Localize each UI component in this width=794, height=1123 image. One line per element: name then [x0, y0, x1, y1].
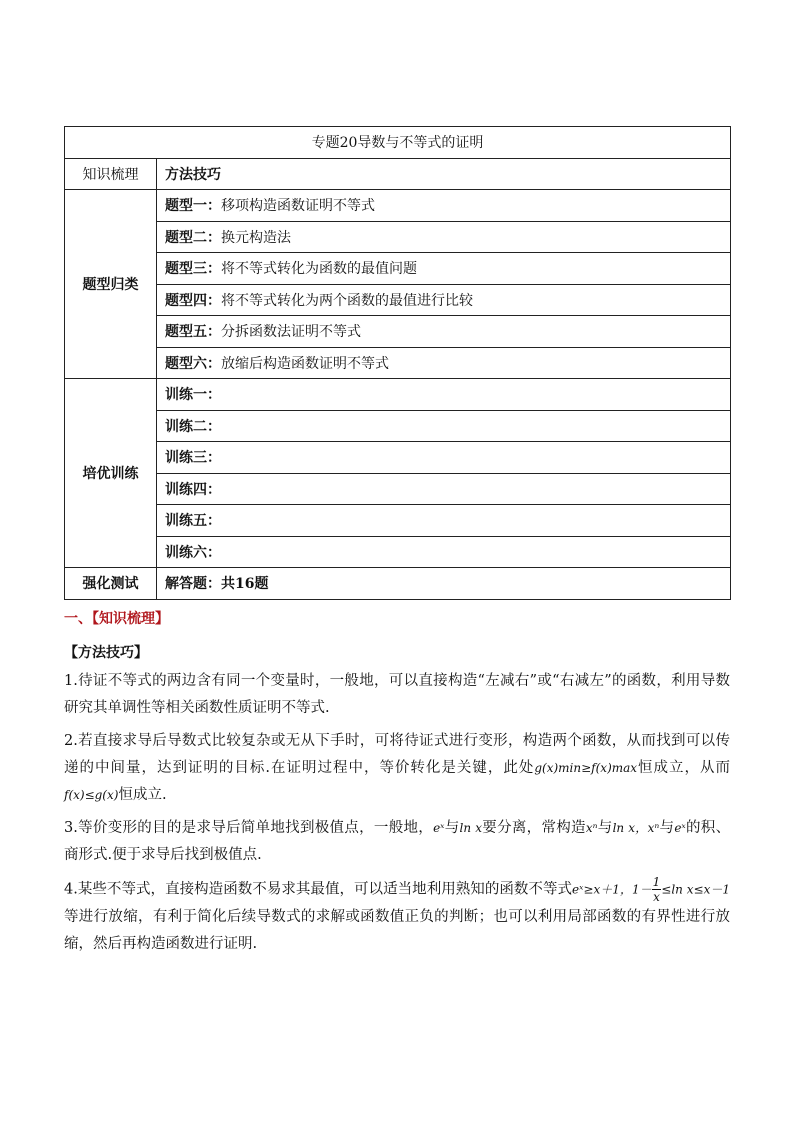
type-text: 移项构造函数证明不等式 [221, 198, 375, 215]
training-row: 训练五： [157, 505, 731, 537]
type-label: 题型一： [165, 198, 221, 215]
math-expression: xⁿ [585, 820, 598, 835]
fraction-numerator: 1 [652, 874, 661, 889]
math-expression: g(x)min≥f(x)max [534, 760, 638, 775]
text-run: 恒成立. [118, 786, 167, 803]
type-row [157, 316, 731, 348]
training-label: 培优训练 [65, 379, 157, 568]
math-expression: f(x)≤g(x) [64, 787, 119, 802]
sub-heading: 【方法技巧】 [64, 644, 148, 661]
paragraph-3 [64, 815, 730, 869]
text-run: 与 [444, 819, 460, 836]
math-expression: xⁿ [647, 820, 660, 835]
types-label: 题型归类 [65, 190, 157, 379]
text-run: 4.某些不等式，直接构造函数不易求其最值，可以适当地利用熟知的函数不等式 [64, 881, 573, 897]
text-run: 2.若直接求导后导数式比较复杂或无从下手时，可将待证式进行变形，构造两个函数，从而找到可以传递的中间量，达到证明的目标.在证明过程中，等价转化是关键，此处 [64, 732, 730, 776]
text-run: 的积、商形式.便于求导后找到极值点. [64, 819, 731, 863]
type-text: 分拆函数法证明不等式 [221, 324, 361, 341]
type-row [157, 253, 731, 285]
page [64, 126, 730, 958]
text-run: 等进行放缩，有利于简化后续导数式的求解或函数值正负的判断；也可以利用局部函数的有界性进行放缩，然后再构造函数进行证明. [64, 908, 730, 952]
paragraph-1: 1.待证不等式的两边含有同一个变量时，一般地，可以直接构造“左减右”或“右减左”的函数，利用导数研究其单调性等相关函数性质证明不等式. [64, 672, 730, 716]
table-title: 专题20导数与不等式的证明 [65, 127, 731, 159]
type-label: 题型二： [165, 229, 221, 246]
type-text: 将不等式转化为函数的最值问题 [221, 261, 417, 278]
training-row: 训练一： [157, 379, 731, 411]
type-text: 换元构造法 [221, 229, 291, 246]
test-label: 强化测试 [65, 568, 157, 600]
math-expression: ≤ln x≤x－1 [661, 882, 730, 896]
math-expression: eˣ≥x＋1，1－ [572, 882, 652, 896]
text-run: 与 [597, 819, 613, 836]
type-row [157, 347, 731, 379]
type-row [157, 221, 731, 253]
section-heading: 一、【知识梳理】 [64, 610, 169, 627]
type-row [157, 190, 731, 222]
fraction-denominator: x [653, 889, 660, 904]
knowledge-label: 知识梳理 [65, 158, 157, 190]
method-label: 方法技巧 [157, 158, 731, 190]
training-row: 训练四： [157, 473, 731, 505]
text-run: 3.等价变形的目的是求导后简单地找到极值点，一般地， [64, 819, 434, 836]
paragraph-4 [64, 875, 730, 958]
math-expression: eˣ [674, 820, 686, 835]
type-text: 将不等式转化为两个函数的最值进行比较 [221, 292, 473, 309]
training-row: 训练二： [157, 410, 731, 442]
type-label: 题型六： [165, 355, 221, 372]
type-row [157, 284, 731, 316]
training-row: 训练三： [157, 442, 731, 474]
type-label: 题型三： [165, 261, 221, 278]
test-summary: 解答题：共16题 [157, 568, 731, 600]
training-row: 训练六： [157, 536, 731, 568]
math-expression: ln x [459, 820, 482, 835]
outline-table [64, 126, 731, 600]
math-expression: eˣ [433, 820, 445, 835]
type-label: 题型五： [165, 324, 221, 341]
text-run: 恒成立，从而 [637, 759, 730, 776]
paragraph-2 [64, 728, 730, 809]
type-label: 题型四： [165, 292, 221, 309]
fraction [652, 875, 662, 904]
text-run: 与 [659, 819, 675, 836]
text-run: 要分离，常构造 [482, 819, 586, 836]
type-text: 放缩后构造函数证明不等式 [221, 355, 389, 372]
math-expression: ln x， [612, 820, 648, 835]
